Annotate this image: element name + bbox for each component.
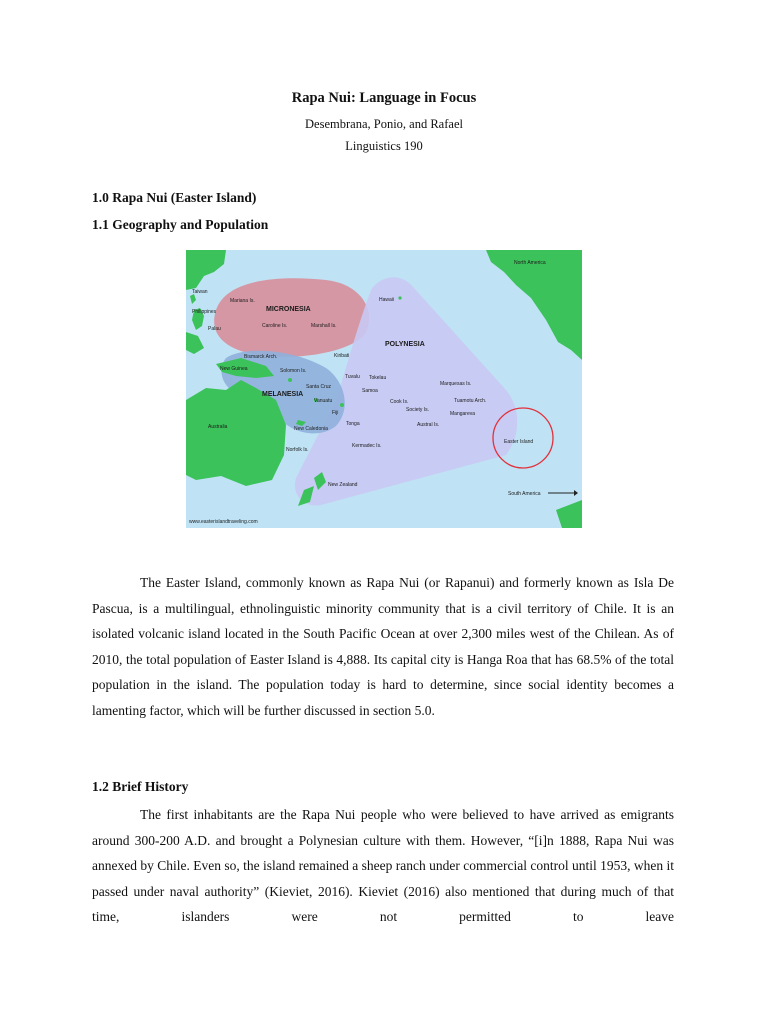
label-norfolk: Norfolk Is. — [286, 447, 309, 453]
label-melanesia: MELANESIA — [262, 391, 304, 398]
document-authors: Desembrana, Ponio, and Rafael — [305, 117, 463, 131]
label-marshall: Marshall Is. — [311, 323, 337, 329]
label-fiji: Fiji — [332, 410, 339, 416]
label-philippines: Philippines — [192, 309, 217, 315]
label-cook: Cook Is. — [390, 399, 409, 405]
label-new-zealand: New Zealand — [328, 482, 358, 488]
label-new-caledonia: New Caledonia — [294, 426, 328, 432]
paragraph-history: The first inhabitants are the Rapa Nui people who were believed to have arrived as emigrants around 300-200 A.D. and brought a Polynesian culture with them. However, “[i]n 1888, Rapa Nui was annexed by Chile. Even so, the island remained a sheep ranch under commercial control until 1953, when it passed under naval authority” (Kieviet, 2016). Kieviet (2016) also mentioned that during much of that time, islanders were not permitted to leave — [92, 807, 674, 924]
label-south-america: South America — [508, 491, 541, 497]
label-vanuatu: Vanuatu — [314, 398, 333, 404]
label-santa-cruz: Santa Cruz — [306, 384, 332, 390]
map-graphic — [186, 250, 582, 528]
label-mariana: Mariana Is. — [230, 298, 255, 304]
label-kiribati: Kiribati — [334, 353, 350, 359]
label-tuamotu: Tuamotu Arch. — [454, 398, 487, 404]
label-new-guinea: New Guinea — [220, 366, 248, 372]
section-heading-1-1: 1.1 Geography and Population — [92, 217, 269, 232]
label-palau: Palau — [208, 326, 221, 332]
label-bismarck: Bismarck Arch. — [244, 354, 278, 360]
label-australia: Australia — [208, 424, 228, 430]
label-solomon: Solomon Is. — [280, 368, 307, 374]
label-society: Society Is. — [406, 407, 430, 413]
label-caroline: Caroline Is. — [262, 323, 288, 329]
document-title: Rapa Nui: Language in Focus — [291, 90, 477, 106]
label-tuvalu: Tuvalu — [345, 374, 360, 380]
document-course: Linguistics 190 — [345, 139, 423, 153]
label-kermadec: Kermadec Is. — [352, 443, 382, 449]
label-north-america: North America — [514, 260, 546, 266]
label-samoa: Samoa — [362, 388, 378, 394]
label-taiwan: Taiwan — [192, 289, 208, 295]
label-website: www.easterislandtraveling.com — [189, 519, 258, 525]
label-easter-island: Easter Island — [504, 439, 534, 445]
fiji-dot — [340, 403, 344, 407]
label-tonga: Tonga — [346, 421, 360, 427]
label-tokelau: Tokelau — [369, 375, 387, 381]
label-austral: Austral Is. — [417, 422, 440, 428]
label-mangareva: Mangareva — [450, 411, 476, 417]
section-heading-1-0: 1.0 Rapa Nui (Easter Island) — [92, 190, 257, 205]
label-hawaii: Hawaii — [379, 297, 395, 303]
label-polynesia: POLYNESIA — [385, 341, 425, 348]
paragraph-geography: The Easter Island, commonly known as Rapa Nui (or Rapanui) and formerly known as Isla De Pascua, is a multilingual, ethnolinguistic minority community that is a civil territory of Chile. It is an isolated volcanic island located in the South Pacific Ocean at over 2,300 miles west of the Chilean. As of 2010, the total population of Easter Island is 4,888. Its capital city is Hanga Roa that has 68.5% of the total population in the island. The population today is hard to determine, since social identity becomes a lamenting factor, which will be further discussed in section 5.0. — [92, 575, 674, 718]
label-micronesia: MICRONESIA — [266, 306, 311, 313]
solomon-islands-dot — [288, 378, 292, 382]
micronesia-region — [214, 278, 369, 357]
label-marquesas: Marquesas Is. — [440, 381, 472, 387]
pacific-islands-map — [186, 250, 582, 528]
hawaii-dot — [398, 296, 401, 299]
section-heading-1-2: 1.2 Brief History — [92, 779, 189, 794]
